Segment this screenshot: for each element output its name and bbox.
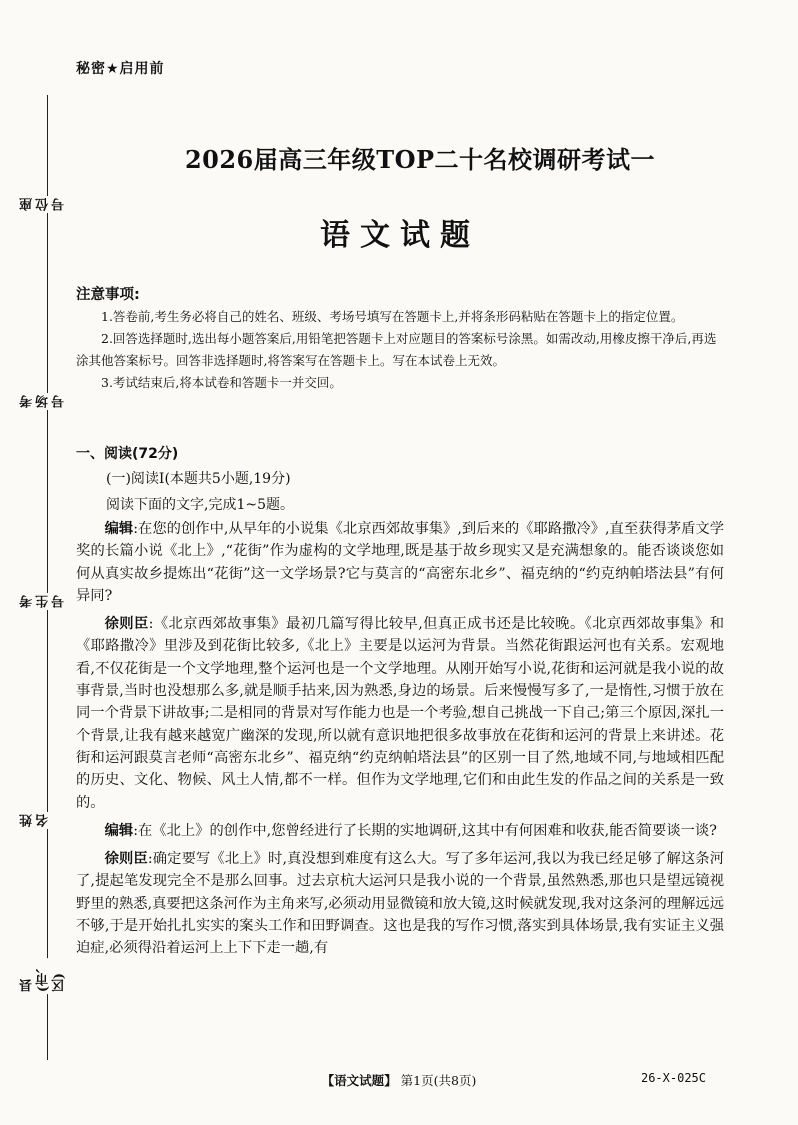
notice-item: 2.回答选择题时,选出每小题答案后,用铅笔把答题卡上对应题目的答案标号涂黑。如需改动,用橡皮擦干净后,再选涂其他答案标号。回答非选择题时,将答案写在答题卡上。写在本试卷上无效。 <box>76 331 717 368</box>
binding-line <box>47 95 48 1060</box>
paragraph-text: :在《北上》的创作中,您曾经进行了长期的实地调研,这其中有何困难和收获,能否简要谈一谈? <box>133 822 717 839</box>
interview-paragraph <box>76 518 724 607</box>
footer-subject: 语文试题 <box>334 1073 385 1088</box>
footer-bracket-open: 【 <box>321 1073 335 1088</box>
interview-text <box>76 518 724 960</box>
interview-paragraph <box>76 848 724 959</box>
section-heading: 一、阅读(72分) <box>76 446 179 462</box>
speaker-name: 编辑 <box>104 521 134 537</box>
exam-title: 2026届高三年级TOP二十名校调研考试一 <box>184 145 656 174</box>
notice-item: 3.考试结束后,将本试卷和答题卡一并交回。 <box>101 375 342 390</box>
confidential-label: 秘密★启用前 <box>76 61 165 77</box>
paragraph-text: :《北京西郊故事集》最初几篇写得比较早,但真正成书还是比较晚。《北京西郊故事集》和《耶路撒冷》里涉及到花街比较多,《北上》主要是以运河为背景。当然花街跟运河也有关系。宏观地看,不仅花街是一个文学地理,整个运河也是一个文学地理。从刚开始写小说,花街和运河就是我小说的故事背景,当时也没想那么多,就是顺手拈来,因为熟悉,身边的场景。后来慢慢写多了,一是惰性,习惯于放在同一个背景下讲故事;二是相同的背景对写作能力也是一个考验,想自己挑战一下自己;第三个原因,深扎一个背景,让我有越来越宽广幽深的发现,所以就有意识地把很多故事放在花街和运河的背景上来讲述。花街和运河跟莫言老师“高密东北乡”、福克纳“约克纳帕塔法县”的区别一目了然,地域不同,与地域相匹配的历史、文化、物候、风土人情,都不一样。但作为文学地理,它们和由此生发的作品之间的关系是一致的。 <box>76 616 724 811</box>
footer-page-number: 第1页(共8页) <box>396 1073 477 1088</box>
exam-room-label: 考场号 <box>20 395 67 408</box>
seat-number-label: 座位号 <box>20 198 67 211</box>
reading-instruction: 阅读下面的文字,完成1~5题。 <box>106 497 294 513</box>
speaker-name: 徐则臣 <box>104 851 148 868</box>
county-label: 县(市、区) <box>20 960 67 993</box>
footer-bracket-close: 】 <box>384 1073 397 1088</box>
speaker-name: 编辑 <box>104 822 134 839</box>
interview-paragraph <box>76 820 724 842</box>
subsection-heading: (一)阅读Ⅰ(本题共5小题,19分) <box>106 471 291 487</box>
speaker-name: 徐则臣 <box>104 616 149 633</box>
paragraph-text: :在您的创作中,从早年的小说集《北京西郊故事集》,到后来的《耶路撒冷》,直至获得茅盾文学奖的长篇小说《北上》,“花街”作为虚构的文学地理,既是基于故乡现实又是充满想象的。能否谈谈您如何从真实故乡提炼出“花街”这一文学场景?它与莫言的“高密东北乡”、福克纳的“约克纳帕塔法县”有何异同? <box>76 521 725 604</box>
notice-list <box>76 306 724 394</box>
interview-paragraph <box>76 613 724 814</box>
notice-heading: 注意事项: <box>76 287 140 303</box>
candidate-number-label: 考生号 <box>20 595 67 608</box>
notice-item: 1.答卷前,考生务必将自己的姓名、班级、考场号填写在答题卡上,并将条形码粘贴在答题卡上的指定位置。 <box>101 309 684 324</box>
subject-title: 语文试题 <box>320 218 480 253</box>
name-label: 姓名 <box>20 814 51 827</box>
page-footer <box>0 1067 798 1091</box>
paragraph-text: :确定要写《北上》时,真没想到难度有这么大。写了多年运河,我以为我已经足够了解这条河了,提起笔发现完全不是那么回事。过去京杭大运河只是我小说的一个背景,虽然熟悉,那也只是望远镜视野里的熟悉,真要把这条河作为主角来写,必须动用显微镜和放大镜,这时候就发现,我对这条河的理解远远不够,于是开始扎扎实实的案头工作和田野调查。这也是我的写作习惯,落实到具体场景,我有实证主义强迫症,必须得沿着运河上上下下走一趟,有 <box>76 851 724 957</box>
footer-exam-code: 26-X-025C <box>640 1071 706 1085</box>
